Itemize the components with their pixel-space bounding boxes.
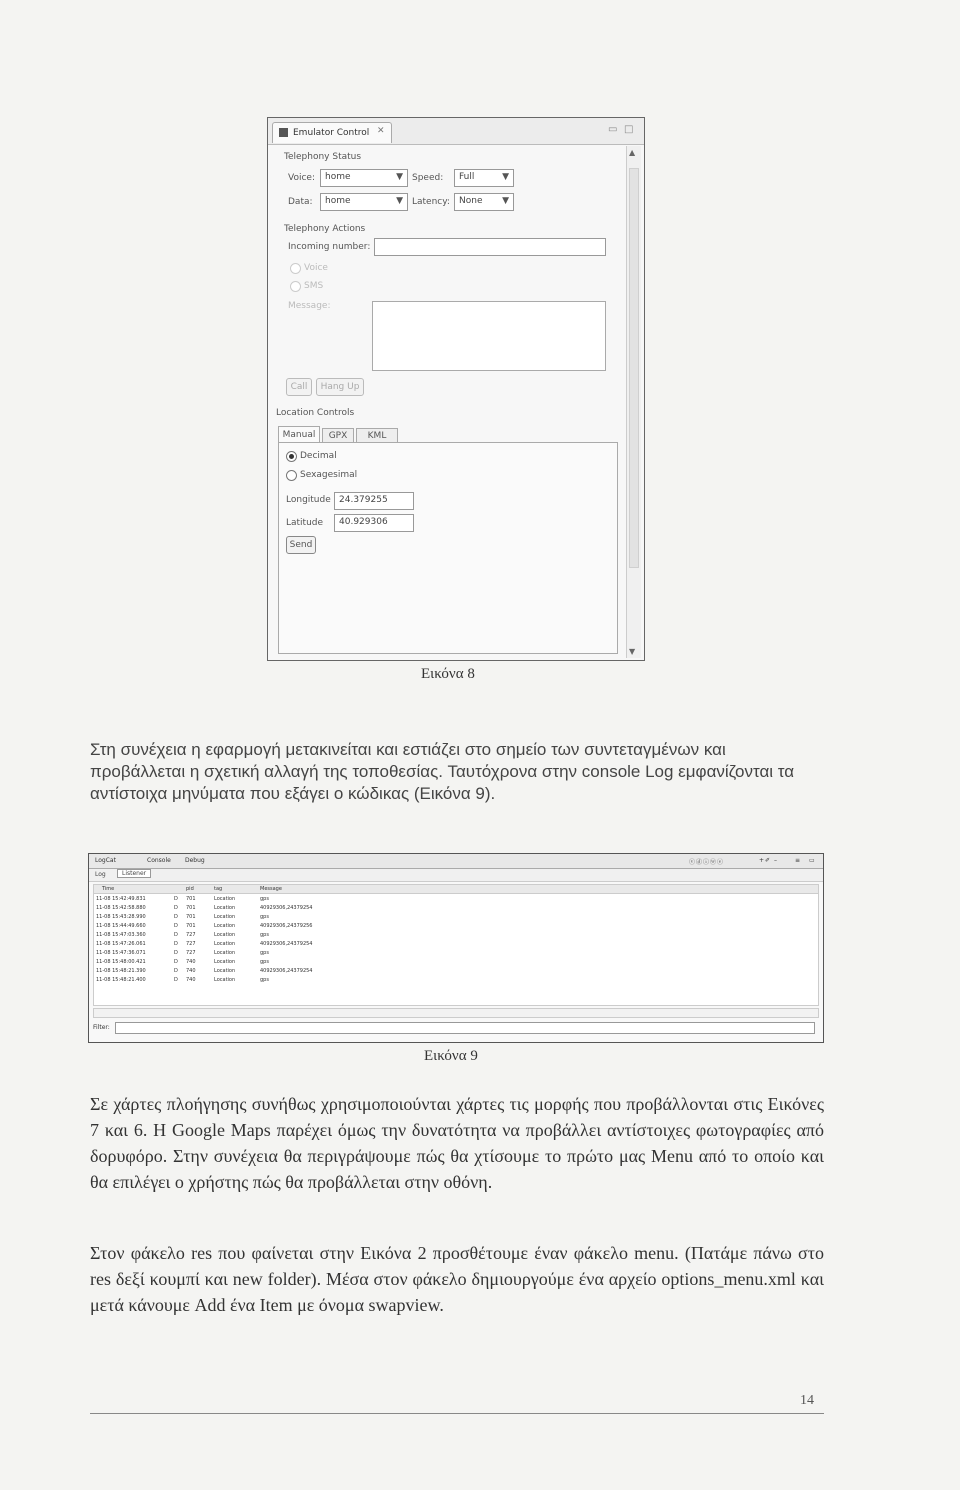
telephony-actions-heading: Telephony Actions [284,224,366,234]
telephony-status-heading: Telephony Status [284,152,362,162]
hang-up-button[interactable]: Hang Up [316,378,364,396]
log-cell-tag: Location [214,905,236,911]
chevron-down-icon: ▼ [396,196,403,206]
minimize-icon[interactable]: ▭ [608,124,618,135]
log-cell-message: gps [260,977,269,983]
paragraph-3: Στον φάκελο res που φαίνεται στην Εικόνα 2 προσθέτουμε έναν φάκελο menu. (Πατάμε πάνω στο res δεξί κουμπί και new folder). Μέσα στον φάκελο δημιουργούμε ένα αρχείο options_menu.xml και μετά κάνουμε Add ένα Item με όνομα swapview. [90,1243,824,1315]
log-cell-pid: 701 [186,896,196,902]
log-cell-level: D [174,914,178,920]
scroll-thumb[interactable] [629,168,639,568]
tab-gpx[interactable]: GPX [322,428,354,443]
log-cell-tag: Location [214,941,236,947]
log-cell-pid: 740 [186,977,196,983]
paragraph-1: Στη συνέχεια η εφαρμογή μετακινείται και εστιάζει στο σημείο των συντεταγμένων και προβάλλεται η σχετική αλλαγή της τοποθεσίας. Ταυτόχρονα στην console Log εμφανίζονται τα αντίστοιχα μηνύματα που εξάγει ο κώδικας (Εικόνα 9). [90,740,795,803]
toolbar-action-icons[interactable]: +✐ – [759,857,778,864]
log-row[interactable] [94,949,818,958]
log-cell-level: D [174,932,178,938]
logcat-screenshot [88,853,824,1043]
log-row[interactable] [94,931,818,940]
log-cell-tag: Location [214,950,236,956]
maximize-icon[interactable]: □ [624,124,634,135]
longitude-label: Longitude [286,495,331,505]
log-cell-message: gps [260,950,269,956]
log-cell-tag: Location [214,977,236,983]
chevron-down-icon: ▼ [396,172,403,182]
latency-label: Latency: [412,197,450,207]
log-cell-tag: Location [214,896,236,902]
message-textarea[interactable] [372,301,606,371]
log-cell-time: 11-08 15:42:58.880 [96,905,146,911]
log-cell-time: 11-08 15:48:21.400 [96,977,146,983]
paragraph-2: Σε χάρτες πλοήγησης συνήθως χρησιμοποιούνται χάρτες τις μορφής που προβάλλονται στις Εικόνες 7 και 6. Η Google Maps παρέχει όμως την δυνατότητα να προβάλλει αντίστοιχες φωτογραφίες από δορυφόρο. Στην συνέχεια θα περιγράψουμε πώς θα χτίσουμε το πρώτο μας Menu από το οποίο και θα επιλέγει ο χρήστης πώς θα προβάλλεται στην οθόνη. [90,1094,824,1192]
log-cell-time: 11-08 15:48:00.421 [96,959,146,965]
log-table [93,884,819,1006]
tab-listener[interactable]: Listener [117,869,151,878]
view-tab-bar [268,118,644,145]
speed-value: Full [459,172,475,182]
log-row[interactable] [94,976,818,985]
view-menu-icon[interactable]: ≡ [795,857,802,864]
latitude-value: 40.929306 [339,517,388,527]
voice-option-label: Voice [304,263,328,273]
call-button[interactable]: Call [286,378,312,396]
log-cell-pid: 740 [186,968,196,974]
logcat-tab-bar [89,854,823,869]
log-cell-tag: Location [214,968,236,974]
sexagesimal-label: Sexagesimal [300,470,358,480]
log-cell-message: 40929306,24379254 [260,968,313,974]
log-cell-level: D [174,950,178,956]
latitude-input[interactable] [334,514,414,532]
speed-label: Speed: [412,173,444,183]
log-cell-message: 40929306,24379254 [260,941,313,947]
log-cell-pid: 727 [186,932,196,938]
log-cell-message: 40929306,24379256 [260,923,313,929]
col-message: Message [260,886,282,892]
log-cell-message: gps [260,914,269,920]
horizontal-scrollbar[interactable] [93,1008,819,1018]
log-cell-pid: 740 [186,959,196,965]
col-tag: tag [214,886,223,892]
log-row[interactable] [94,940,818,949]
log-cell-message: gps [260,896,269,902]
log-cell-time: 11-08 15:47:03.360 [96,932,146,938]
log-cell-level: D [174,905,178,911]
log-cell-level: D [174,923,178,929]
log-cell-time: 11-08 15:48:21.390 [96,968,146,974]
longitude-value: 24.379255 [339,495,388,505]
log-cell-tag: Location [214,959,236,965]
scroll-up-icon[interactable]: ▲ [629,148,636,157]
voice-value: home [325,172,351,182]
log-cell-tag: Location [214,923,236,929]
chevron-down-icon: ▼ [502,196,509,206]
log-cell-pid: 701 [186,923,196,929]
filter-label: Filter: [93,1024,110,1031]
emulator-icon [279,128,288,137]
log-cell-time: 11-08 15:43:28.990 [96,914,146,920]
tab-logcat[interactable]: LogCat [95,857,116,864]
log-row[interactable] [94,922,818,931]
log-row[interactable] [94,904,818,913]
log-cell-pid: 701 [186,914,196,920]
close-icon[interactable]: ✕ [377,126,385,136]
log-table-header [94,885,818,894]
voice-select[interactable] [320,169,408,187]
col-pid: pid [186,886,194,892]
figure-9-caption: Εικόνα 9 [424,1048,478,1064]
location-controls-heading: Location Controls [276,408,355,418]
col-time: Time [102,886,115,892]
voice-radio[interactable] [290,263,301,274]
log-cell-time: 11-08 15:42:49.831 [96,896,146,902]
incoming-number-label: Incoming number: [288,242,371,252]
filter-input[interactable] [115,1022,815,1034]
tab-console[interactable]: Console [147,857,171,864]
log-row[interactable] [94,958,818,967]
tab-kml[interactable]: KML [356,428,398,443]
log-row[interactable] [94,895,818,904]
send-button[interactable]: Send [286,536,316,554]
sms-radio[interactable] [290,281,301,292]
log-row[interactable] [94,913,818,922]
log-cell-level: D [174,896,178,902]
latency-select[interactable] [454,193,514,211]
log-cell-level: D [174,977,178,983]
chevron-down-icon: ▼ [502,172,509,182]
tab-debug[interactable]: Debug [185,857,205,864]
log-cell-level: D [174,959,178,965]
latency-value: None [459,196,483,206]
page-number: 14 [800,1393,814,1408]
message-label: Message: [288,301,331,311]
longitude-input[interactable] [334,492,414,510]
log-cell-pid: 727 [186,950,196,956]
data-value: home [325,196,351,206]
log-cell-level: D [174,968,178,974]
sexagesimal-radio[interactable] [286,470,297,481]
speed-select[interactable] [454,169,514,187]
log-cell-message: gps [260,959,269,965]
voice-label: Voice: [288,173,315,183]
incoming-number-input[interactable] [374,238,606,256]
decimal-label: Decimal [300,451,337,461]
data-label: Data: [288,197,313,207]
log-row[interactable] [94,967,818,976]
tab-emulator-control[interactable] [272,122,392,143]
footer-rule [90,1413,824,1414]
log-cell-time: 11-08 15:47:36.071 [96,950,146,956]
scroll-down-icon[interactable]: ▼ [629,647,636,656]
data-select[interactable] [320,193,408,211]
latitude-label: Latitude [286,518,324,528]
log-cell-message: 40929306,24379254 [260,905,313,911]
log-cell-message: gps [260,932,269,938]
tab-manual[interactable]: Manual [278,426,320,443]
log-cell-level: D [174,941,178,947]
figure-8-caption: Εικόνα 8 [421,666,475,682]
log-cell-tag: Location [214,914,236,920]
emulator-control-screenshot [267,117,645,661]
log-cell-pid: 727 [186,941,196,947]
tab-title: Emulator Control [293,128,370,138]
tab-log[interactable]: Log [95,871,106,878]
log-cell-time: 11-08 15:47:26.061 [96,941,146,947]
log-subtabs [89,869,823,882]
sms-option-label: SMS [304,281,324,291]
log-cell-time: 11-08 15:44:49.660 [96,923,146,929]
log-level-filter-icons[interactable]: ⓥⓓⓘⓦⓔ [689,859,725,866]
decimal-radio[interactable] [286,451,297,462]
minimize-icon[interactable]: ▭ [809,857,816,864]
vertical-scrollbar[interactable] [626,146,641,658]
log-cell-pid: 701 [186,905,196,911]
log-cell-tag: Location [214,932,236,938]
